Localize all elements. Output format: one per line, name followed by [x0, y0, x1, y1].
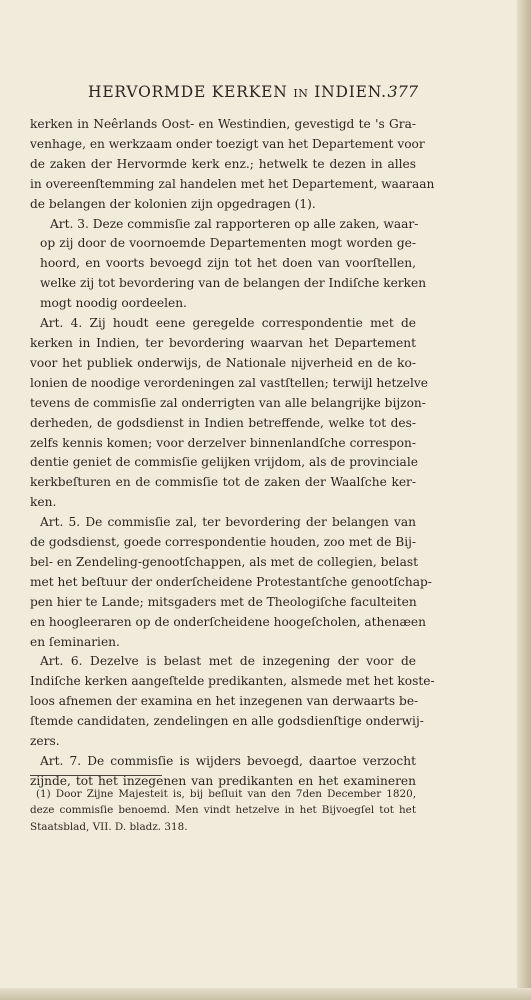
text-line: kerken in Neêrlands Oost- en Westindien, gevestigd te 's Gra- — [30, 117, 416, 131]
text-line: tevens de commisſie zal onderrigten van alle belangrijke bijzon- — [30, 395, 426, 410]
page-edge-bottom — [0, 988, 531, 1000]
text-line: zelfs kennis komen; voor derzelver binnenlandſche correspon- — [30, 435, 416, 450]
text-line: mogt noodig oordeelen. — [40, 296, 187, 311]
text-line: Art. 3. Deze commisſie zal rapporteren op alle zaken, waar- — [50, 216, 419, 231]
text-line: Art. 7. De commisſie is wijders bevoegd, daartoe verzocht — [40, 754, 416, 768]
running-title-small: IN — [293, 87, 309, 100]
text-line: hoord, en voorts bevoegd zijn tot het doen van voorſtellen, — [40, 256, 416, 271]
paragraph-art-4 — [30, 314, 428, 513]
text-line: lonien de noodige verordeningen zal vastſtellen; terwijl hetzelve — [30, 375, 428, 390]
paragraph-continuation — [30, 115, 435, 215]
text-line: venhage, en werkzaam onder toezigt van het Departement voor — [30, 136, 425, 151]
running-title — [88, 83, 387, 101]
text-line: in overeenſtemming zal handelen met het Departement, waaraan — [30, 176, 435, 191]
text-line: kerkbeſturen en de commisſie tot de zaken der Waalſche ker- — [30, 475, 416, 490]
paragraph-art-5 — [30, 513, 432, 652]
text-line: zijnde, tot het inzegenen van predikanten en het examineren — [30, 773, 416, 788]
text-line: zers. — [30, 734, 60, 749]
text-line: en hoogleeraren op de onderſcheidene hoogeſcholen, athenæen — [30, 614, 426, 629]
text-line: dentie geniet de commisſie gelijken vrijdom, als de provinciale — [30, 455, 418, 470]
text-line: derheden, de godsdienst in Indien betreffende, welke tot des- — [30, 415, 416, 430]
footnote-line: deze commisſie benoemd. Men vindt hetzelve in het Bijvoegſel tot het — [30, 804, 416, 817]
text-line: ken. — [30, 495, 57, 510]
text-line: met het beſtuur der onderſcheidene Protestantſche genootſchap- — [30, 574, 432, 589]
text-line: op zij door de voornoemde Departementen mogt worden ge- — [40, 236, 416, 251]
text-line: de zaken der Hervormde kerk enz.; hetwelk te dezen in alles — [30, 156, 416, 171]
text-line: de belangen der kolonien zijn opgedragen (1). — [30, 196, 316, 211]
text-line: en ſeminarien. — [30, 634, 120, 649]
page-edge-right — [517, 0, 531, 1000]
footnote — [30, 786, 416, 835]
text-line: loos afnemen der examina en het inzegenen van derwaarts be- — [30, 694, 419, 709]
text-line: Indiſche kerken aangeſtelde predikanten, alsmede met het koste- — [30, 674, 435, 689]
text-line: voor het publiek onderwijs, de Nationale nijverheid en de ko- — [30, 355, 416, 370]
text-line: kerken in Indien, ter bevordering waarvan het Departement — [30, 335, 416, 350]
text-line: Art. 6. Dezelve is belast met de inzegening der voor de — [40, 654, 416, 669]
footnote-rule — [30, 775, 162, 776]
paragraph-art-6 — [30, 652, 435, 752]
page-number: 377 — [387, 82, 418, 101]
text-line: Art. 4. Zij houdt eene geregelde correspondentie met de — [40, 316, 416, 331]
running-title-part2: INDIEN. — [308, 83, 387, 101]
footnote-line: Staatsblad, VII. D. bladz. 318. — [30, 820, 188, 833]
paragraph-art-3 — [30, 215, 427, 315]
body-text — [30, 115, 435, 792]
text-line: welke zij tot bevordering van de belangen der Indiſche kerken — [40, 276, 427, 291]
text-line: pen hier te Lande; mitsgaders met de Theologiſche faculteiten — [30, 594, 417, 609]
text-line: Art. 5. De commisſie zal, ter bevordering der belangen van — [40, 515, 416, 530]
running-title-part1: HERVORMDE KERKEN — [88, 83, 294, 101]
footnote-line: (1) Door Zijne Majesteit is, bij beſluit van den 7den December 1820, — [36, 788, 416, 800]
text-line: ſtemde candidaten, zendelingen en alle godsdienſtige onderwij- — [30, 714, 424, 729]
running-header — [88, 80, 418, 106]
text-line: de godsdienst, goede correspondentie houden, zoo met de Bij- — [30, 535, 416, 550]
text-line: bel- en Zendeling-genootſchappen, als met de collegien, belast — [30, 554, 418, 569]
